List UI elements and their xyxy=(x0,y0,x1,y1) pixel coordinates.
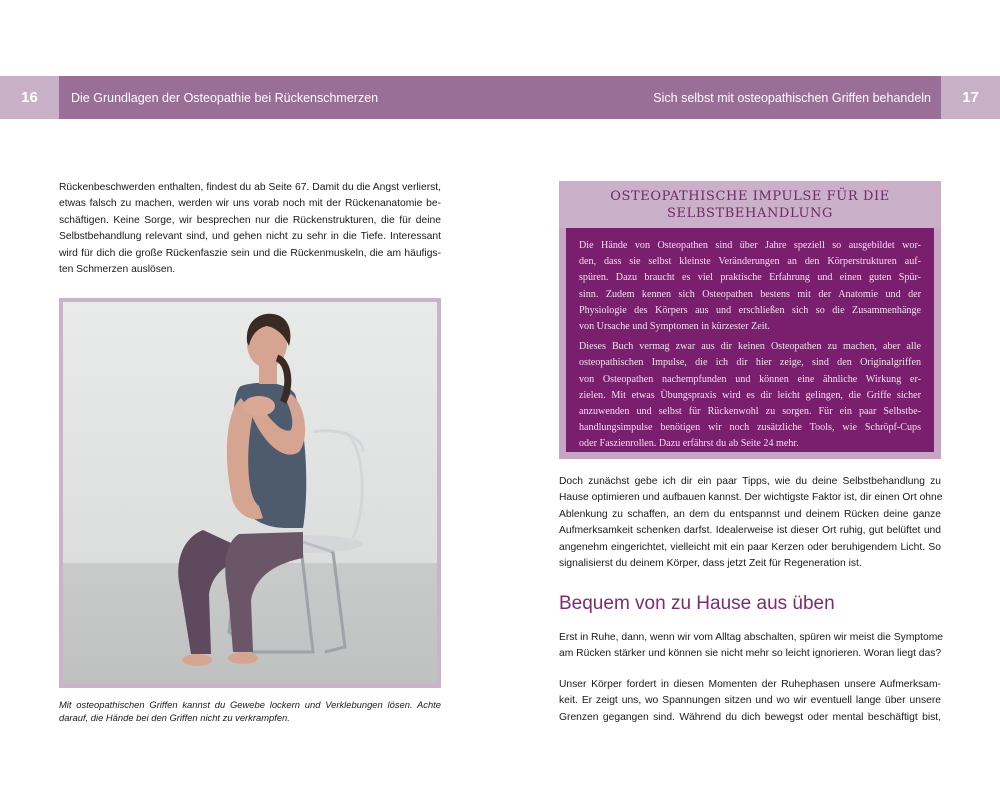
body-line: Hause optimieren und aufbauen kannst. Der wichtigste Faktor ist, dir einen Ort ohne xyxy=(559,492,943,504)
box-line: Die Hände von Osteopathen sind über Jahre speziell so ausgebildet wor- xyxy=(579,240,921,251)
box-line: den, dass sie selbst kleinste Veränderungen an den Körperstrukturen auf- xyxy=(579,256,921,268)
box-line: Dieses Buch vermag zwar aus dir keinen Osteopathen zu machen, aber alle xyxy=(579,341,921,353)
body-line: Erst in Ruhe, dann, wenn wir vom Alltag abschalten, spüren wir meist die Symptome xyxy=(559,632,944,643)
body-line: keit. Er zeigt uns, wo Spannungen sitzen und wo wir eventuell lange über unsere xyxy=(559,695,941,707)
intro-line: ten Schmerzen auslösen. xyxy=(59,264,176,276)
info-box-paragraph xyxy=(579,238,921,335)
intro-line: wird für dich die große Rückenfaszie sein und die Rückenmuskeln, die am häufigs- xyxy=(59,247,441,259)
intro-line: schäftigen. Keine Sorge, wir besprechen nur die Rückenstrukturen, die für deine xyxy=(59,214,441,226)
body-paragraph xyxy=(559,474,941,572)
box-line: von Ursache und Symptomen in kürzester Zeit. xyxy=(579,321,770,333)
info-box-heading-line: OSTEOPATHISCHE IMPULSE FÜR DIE xyxy=(610,188,890,204)
body-line: signalisierst du deinem Körper, dass jetzt Zeit für Regeneration ist. xyxy=(559,558,862,570)
body-line: Ablenkung zu schaffen, an dem du entspannst und deinem Rücken deine ganze xyxy=(559,508,941,520)
box-line: oder Faszienrollen. Dazu erfährst du ab Seite 24 mehr. xyxy=(579,438,799,450)
info-box-heading xyxy=(559,181,941,228)
body-line: angenehm eingerichtet, vielleicht mit ein paar Kerzen oder beruhigendem Licht. So xyxy=(559,541,941,553)
info-box-heading-line: SELBSTBEHANDLUNG xyxy=(667,205,833,221)
box-line: Physiologie des Körpers aus und erschließen sich so die Zusammenhänge xyxy=(579,304,921,316)
photo-woman-on-chair xyxy=(63,302,437,684)
box-line: osteopathischen Impulse, die ich dir hier zeige, sind den Originalgriffen xyxy=(579,357,921,369)
box-line: sinn. Zudem kennen sich Osteopathen bestens mit der Anatomie und der xyxy=(579,288,921,300)
section-heading: Bequem von zu Hause aus üben xyxy=(559,593,835,614)
left-page-number: 16 xyxy=(0,76,59,119)
caption-line: darauf, die Hände bei den Griffen nicht zu verkrampfen. xyxy=(59,712,290,723)
running-header xyxy=(0,76,1000,119)
box-line: von Osteopathen nachempfunden und können eine ähnliche Wirkung er- xyxy=(579,373,921,385)
body-paragraph xyxy=(559,677,941,726)
box-line: spüren. Dazu braucht es viel praktische Erfahrung und einen guten Spür- xyxy=(579,272,921,284)
intro-line: Rückenbeschwerden enthalten, findest du ab Seite 67. Damit du die Angst verlierst, xyxy=(59,182,441,193)
caption-line: Mit osteopathischen Griffen kannst du Gewebe lockern und Verklebungen lösen. Achte xyxy=(59,699,441,710)
right-running-title: Sich selbst mit osteopathischen Griffen behandeln xyxy=(653,90,931,105)
info-box-inner xyxy=(566,228,934,452)
photo-caption xyxy=(59,698,441,724)
body-line: Doch zunächst gebe ich dir ein paar Tipps, wie du deine Selbstbehandlung zu xyxy=(559,476,941,487)
body-paragraph xyxy=(559,630,944,663)
body-line: Aufmerksamkeit schenken darfst. Idealerweise ist dieser Ort ruhig, gut belüftet und xyxy=(559,525,941,537)
box-line: anzuwenden und selbst für Rückenwohl zu sorgen. Für ein paar Selbstbe- xyxy=(579,406,921,418)
body-line: am Rücken stärker und können sie nicht mehr so leicht ignorieren. Woran liegt das? xyxy=(559,648,942,660)
box-line: handlungsimpulse benötigen wir noch zusätzliche Tools, wie Schröpf-Cups xyxy=(579,422,921,434)
info-box xyxy=(559,228,941,459)
info-box-text xyxy=(579,238,921,457)
right-page-number: 17 xyxy=(941,76,1000,119)
body-line: Grenzen gegangen sind. Während du dich bewegst oder mental beschäftigt bist, xyxy=(559,711,941,723)
intro-line: Selbstbehandlung relevant sind, und gehen nicht zu sehr in die Tiefe. Interessant xyxy=(59,231,441,243)
info-box-paragraph xyxy=(579,339,921,452)
intro-paragraph xyxy=(59,180,441,278)
box-line: zielen. Mit etwas Übungspraxis wird es dir leicht gelingen, die Griffe sicher xyxy=(579,389,921,401)
intro-line: etwas falsch zu machen, werden wir uns vorab noch mit der Rückenanatomie be- xyxy=(59,198,441,210)
body-line: Unser Körper fordert in diesen Momenten der Ruhephasen unsere Aufmerksam- xyxy=(559,679,941,690)
photo-frame xyxy=(59,298,441,688)
left-running-title: Die Grundlagen der Osteopathie bei Rückenschmerzen xyxy=(71,90,379,105)
